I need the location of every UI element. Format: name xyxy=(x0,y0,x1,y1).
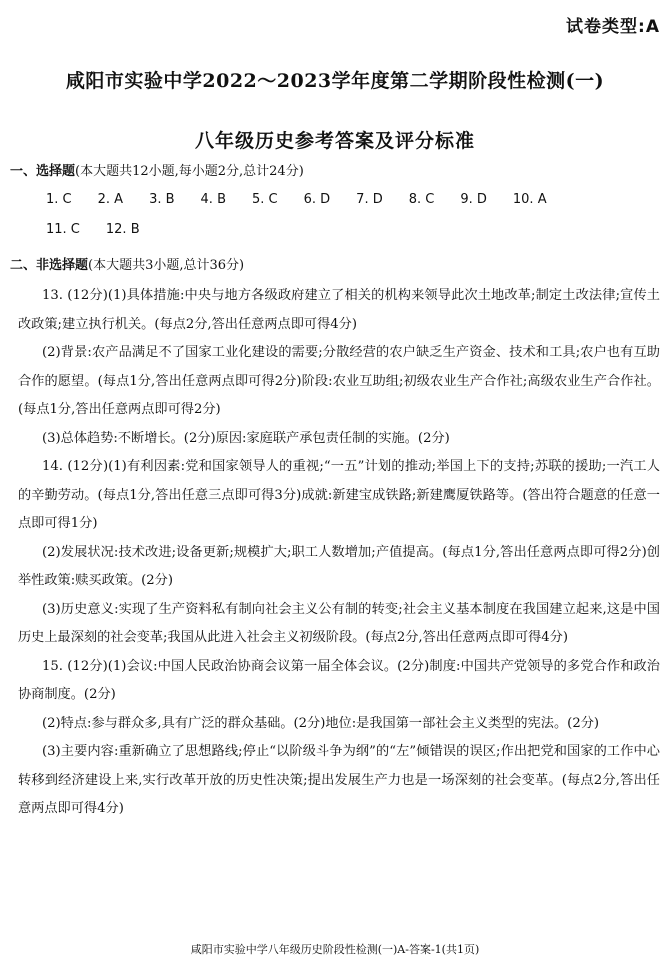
answer-paragraph: (2)特点:参与群众多,具有广泛的群众基础。(2分)地位:是我国第一部社会主义类型的宪法。(2分) xyxy=(42,715,600,731)
section-2-note: (本大题共3小题,总计36分) xyxy=(88,258,245,273)
answers-row-1 xyxy=(46,192,573,207)
document-subtitle: 八年级历史参考答案及评分标准 xyxy=(194,130,475,152)
section-1-heading xyxy=(10,160,304,179)
answer-paragraph: 14. (12分)(1)有利因素:党和国家领导人的重视;“一五”计划的推动;举国上下的支持;苏联的援助;一汽工人的辛勤劳动。(每点1分,答出任意三点即可得3分)成就:新建宝成铁路;新建鹰厦铁路等。(答出符合题意的任意一点即可得1分) xyxy=(18,459,660,531)
choice-answer: 10. A xyxy=(512,192,547,207)
section-2-heading xyxy=(10,254,244,273)
choice-answer: 3. B xyxy=(149,192,175,207)
choice-answer: 6. D xyxy=(303,192,331,207)
choice-answer: 9. D xyxy=(460,192,487,207)
answer-paragraph: (3)历史意义:实现了生产资料私有制向社会主义公有制的转变;社会主义基本制度在我国建立起来,这是中国历史上最深刻的社会变革;我国从此进入社会主义初级阶段。(每点2分,答出任意两点即可得4分) xyxy=(18,601,660,645)
choice-answer: 2. A xyxy=(97,192,124,207)
section-2-label: 二、非选择题 xyxy=(10,258,89,273)
answer-paragraph: 15. (12分)(1)会议:中国人民政治协商会议第一届全体会议。(2分)制度:中国共产党领导的多党合作和政治协商制度。(2分) xyxy=(18,658,660,702)
choice-answer: 1. C xyxy=(46,192,72,207)
choice-answer: 5. C xyxy=(252,192,278,207)
choice-answer: 7. D xyxy=(356,192,383,207)
section-1-note: (本大题共12小题,每小题2分,总计24分) xyxy=(75,164,304,179)
page-footer: 咸阳市实验中学八年级历史阶段性检测(一)A-答案-1(共1页) xyxy=(190,943,480,956)
exam-type-label: 试卷类型:A xyxy=(566,17,660,37)
choice-answer: 11. C xyxy=(46,222,80,237)
choice-answer: 12. B xyxy=(105,222,140,237)
answer-content xyxy=(18,282,660,824)
document-title: 咸阳市实验中学2022～2023学年度第二学期阶段性检测(一) xyxy=(65,70,605,92)
answers-row-2 xyxy=(46,222,166,237)
answer-paragraph: (2)背景:农产品满足不了国家工业化建设的需要;分散经营的农户缺乏生产资金、技术和工具;农户也有互助合作的愿望。(每点1分,答出任意两点即可得2分)阶段:农业互助组;初级农业生产合作社;高级农业生产合作社。(每点1分,答出任意两点即可得2分) xyxy=(18,345,660,417)
choice-answer: 4. B xyxy=(200,192,226,207)
section-1-label: 一、选择题 xyxy=(10,164,76,179)
answer-paragraph: 13. (12分)(1)具体措施:中央与地方各级政府建立了相关的机构来领导此次土地改革;制定土改法律;宣传土改政策;建立执行机关。(每点2分,答出任意两点即可得4分) xyxy=(18,288,660,332)
answer-paragraph: (3)主要内容:重新确立了思想路线;停止“以阶级斗争为纲”的“左”倾错误的误区;作出把党和国家的工作中心转移到经济建设上来,实行改革开放的历史性决策;提出发展生产力也是一场深刻的社会变革。(每点2分,答出任意两点即可得4分) xyxy=(18,744,660,816)
choice-answer: 8. C xyxy=(408,192,435,207)
answer-paragraph: (3)总体趋势:不断增长。(2分)原因:家庭联产承包责任制的实施。(2分) xyxy=(42,430,450,446)
answer-paragraph: (2)发展状况:技术改进;设备更新;规模扩大;职工人数增加;产值提高。(每点1分,答出任意两点即可得2分)创举性政策:赎买政策。(2分) xyxy=(18,544,660,588)
